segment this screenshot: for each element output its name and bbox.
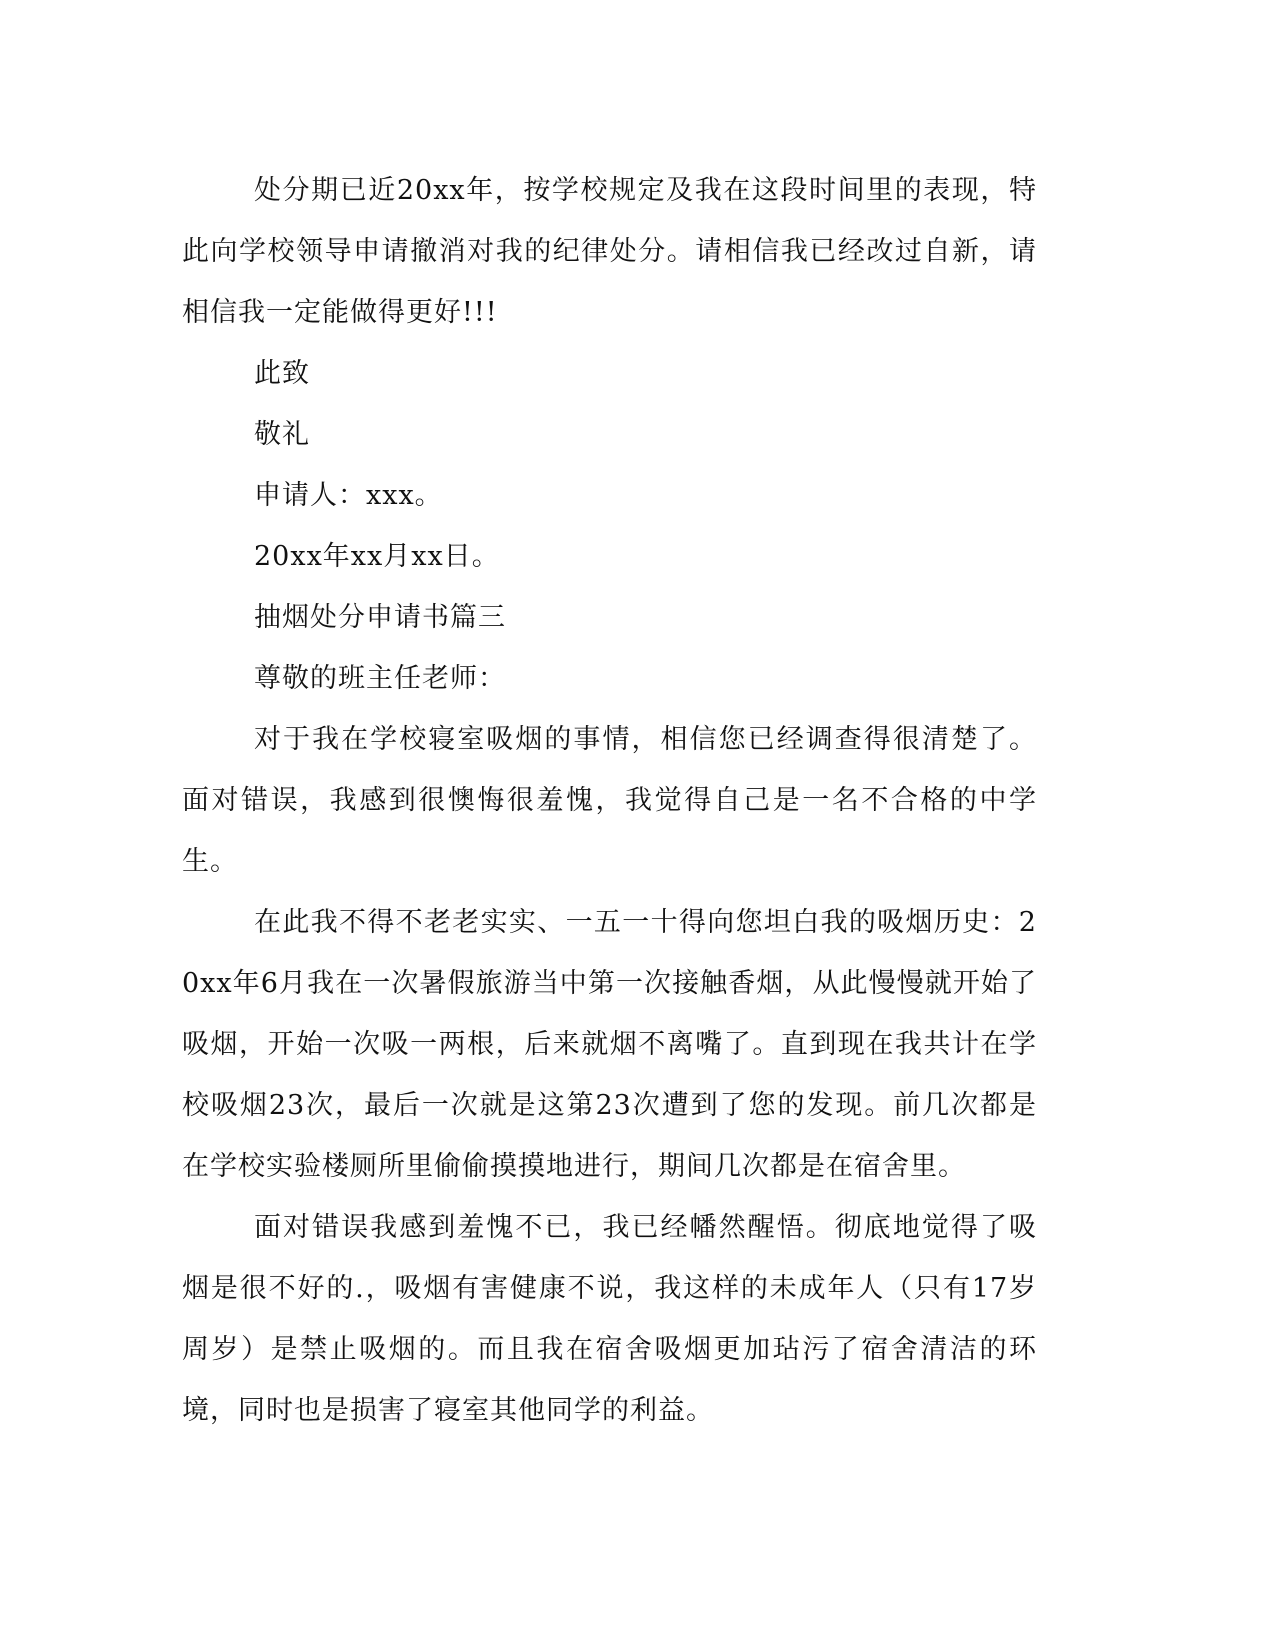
closing-salutation-1: 此致 bbox=[254, 358, 310, 389]
paragraph-revoke-request: 处分期已近20xx年，按学校规定及我在这段时间里的表现，特此向学校领导申请撤消对我的纪律处分。请相信我已经改过自新，请相信我一定能做得更好!!! bbox=[182, 175, 1037, 328]
paragraph-body-1: 对于我在学校寝室吸烟的事情，相信您已经调查得很清楚了。面对错误，我感到很懊悔很羞愧，我觉得自己是一名不合格的中学生。 bbox=[182, 724, 1037, 877]
section-title: 抽烟处分申请书篇三 bbox=[254, 602, 506, 633]
signature-date: 20xx年xx月xx日。 bbox=[254, 541, 500, 572]
applicant-signature: 申请人：xxx。 bbox=[254, 480, 443, 511]
paragraph-body-2: 在此我不得不老老实实、一五一十得向您坦白我的吸烟历史：20xx年6月我在一次暑假旅游当中第一次接触香烟，从此慢慢就开始了吸烟，开始一次吸一两根，后来就烟不离嘴了。直到现在我共计在学校吸烟23次，最后一次就是这第23次遭到了您的发现。前几次都是在学校实验楼厕所里偷偷摸摸地进行，期间几次都是在宿舍里。 bbox=[182, 907, 1037, 1182]
greeting: 尊敬的班主任老师： bbox=[254, 663, 506, 694]
paragraph-body-3: 面对错误我感到羞愧不已，我已经幡然醒悟。彻底地觉得了吸烟是很不好的.，吸烟有害健康不说，我这样的未成年人（只有17岁周岁）是禁止吸烟的。而且我在宿舍吸烟更加玷污了宿舍清洁的环境，同时也是损害了寝室其他同学的利益。 bbox=[182, 1212, 1037, 1426]
document-body bbox=[182, 160, 1037, 1441]
closing-salutation-2: 敬礼 bbox=[254, 419, 310, 450]
